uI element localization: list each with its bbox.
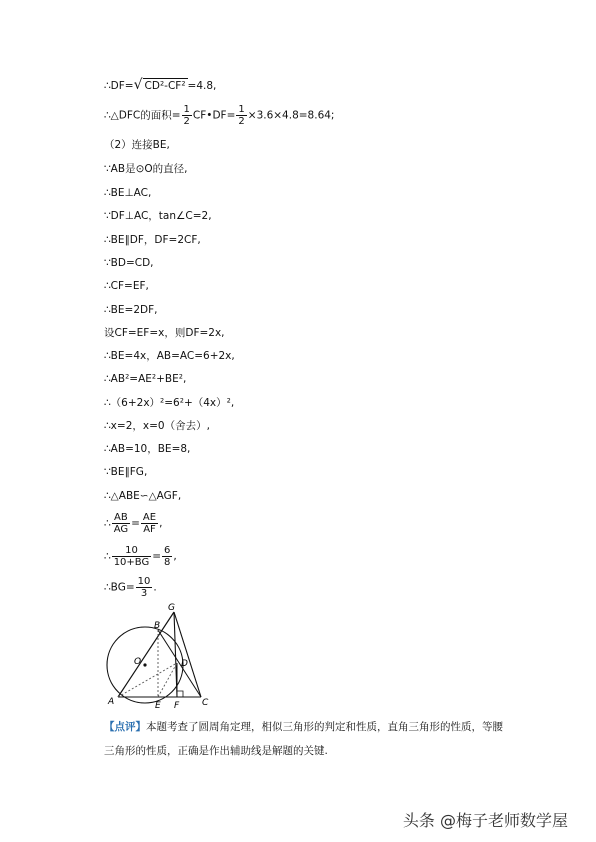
segment-ag	[118, 612, 174, 697]
center-dot	[143, 663, 146, 666]
comment-text: 本题考查了圆周角定理，相似三角形的判定和性质，直角三角形的性质，等腰三角形的性质，正确是作出辅助线是解题的关键.	[104, 721, 503, 757]
solution-line: ∴x=2，x=0（舍去）,	[104, 420, 210, 432]
solution-line: ∴AB=10，BE=8,	[104, 443, 191, 455]
equals-sign: =	[152, 550, 162, 563]
comment-block	[104, 715, 504, 763]
numerator: 6	[164, 545, 171, 556]
denominator: AF	[143, 524, 156, 535]
solution-line: ∴CF=EF,	[104, 280, 149, 292]
fraction-10-3	[136, 576, 153, 599]
denominator: AG	[113, 524, 129, 535]
solution-line: ∵BE∥FG,	[104, 466, 148, 478]
radical-sign: √	[133, 77, 143, 93]
label-g: G	[168, 603, 175, 613]
solution-line: ∴（6+2x）²=6²+（4x）²,	[104, 397, 235, 409]
text-segment: .	[153, 581, 157, 594]
text-segment: ,	[159, 517, 163, 530]
numerator: 10	[112, 545, 152, 557]
solution-line: ∵DF⊥AC，tan∠C=2,	[104, 210, 212, 222]
text-segment: ∴	[104, 550, 111, 563]
denominator: 2	[238, 116, 245, 127]
label-o: O	[134, 657, 142, 667]
text-segment: =4.8,	[187, 80, 217, 92]
label-f: F	[174, 701, 180, 710]
label-b: B	[154, 621, 161, 631]
denominator: 2	[183, 116, 190, 127]
solution-line: ∴BE⊥AC,	[104, 187, 152, 199]
fraction-half-1	[182, 104, 192, 127]
label-c: C	[202, 698, 209, 708]
solution-line: ∴BE∥DF，DF=2CF,	[104, 234, 201, 246]
text-segment: ∴DF=	[104, 80, 134, 92]
radicand: CD²-CF²	[144, 80, 186, 92]
text-segment: CF•DF=	[192, 109, 236, 122]
text-segment: ,	[173, 550, 177, 563]
text-segment: ∴BG=	[104, 581, 135, 594]
solution-line-ratio	[104, 512, 162, 535]
solution-line: ∴AB²=AE²+BE²,	[104, 373, 187, 385]
fraction-ae-af	[141, 512, 158, 535]
solution-line-df	[104, 78, 216, 93]
numerator: 1	[183, 104, 190, 115]
text-segment: ∴	[104, 517, 111, 530]
equals-sign: =	[131, 517, 140, 530]
geometry-figure	[98, 600, 218, 710]
solution-line: ∴BE=4x，AB=AC=6+2x,	[104, 350, 235, 362]
solution-line: 设CF=EF=x，则DF=2x,	[104, 327, 225, 339]
comment-tag: 【点评】	[104, 721, 146, 733]
denominator: 3	[140, 588, 148, 599]
text-segment: ×3.6×4.8=8.64;	[247, 109, 335, 122]
fraction-10-10bg	[112, 545, 152, 568]
watermark: 头条 @梅子老师数学屋	[402, 811, 568, 830]
solution-line: ∵AB是⊙O的直径,	[104, 163, 188, 175]
label-a: A	[108, 697, 115, 707]
numerator: AE	[142, 512, 157, 523]
right-angle-mark	[177, 691, 183, 697]
solution-line: ∵BD=CD,	[104, 257, 154, 269]
solution-line-ratio-values	[104, 545, 177, 568]
label-e: E	[155, 701, 161, 710]
fraction-ab-ag	[112, 512, 130, 535]
fraction-6-8	[162, 545, 172, 568]
numerator: 10	[137, 576, 151, 587]
fraction-half-2	[236, 104, 246, 127]
solution-line: ∴△ABE∽△AGF,	[104, 490, 182, 502]
segment-bc	[158, 630, 201, 697]
denominator: 10+BG	[113, 557, 150, 568]
solution-line-area	[104, 104, 334, 127]
solution-line: ∴BE=2DF,	[104, 304, 158, 316]
solution-line-bg	[104, 576, 157, 599]
text-segment: ∴△DFC的面积=	[104, 109, 181, 122]
denominator: 8	[164, 557, 171, 568]
solution-line: （2）连接BE,	[104, 139, 170, 151]
numerator: AB	[112, 512, 130, 524]
segment-ad	[118, 663, 177, 697]
numerator: 1	[238, 104, 245, 115]
label-d: D	[181, 659, 188, 669]
